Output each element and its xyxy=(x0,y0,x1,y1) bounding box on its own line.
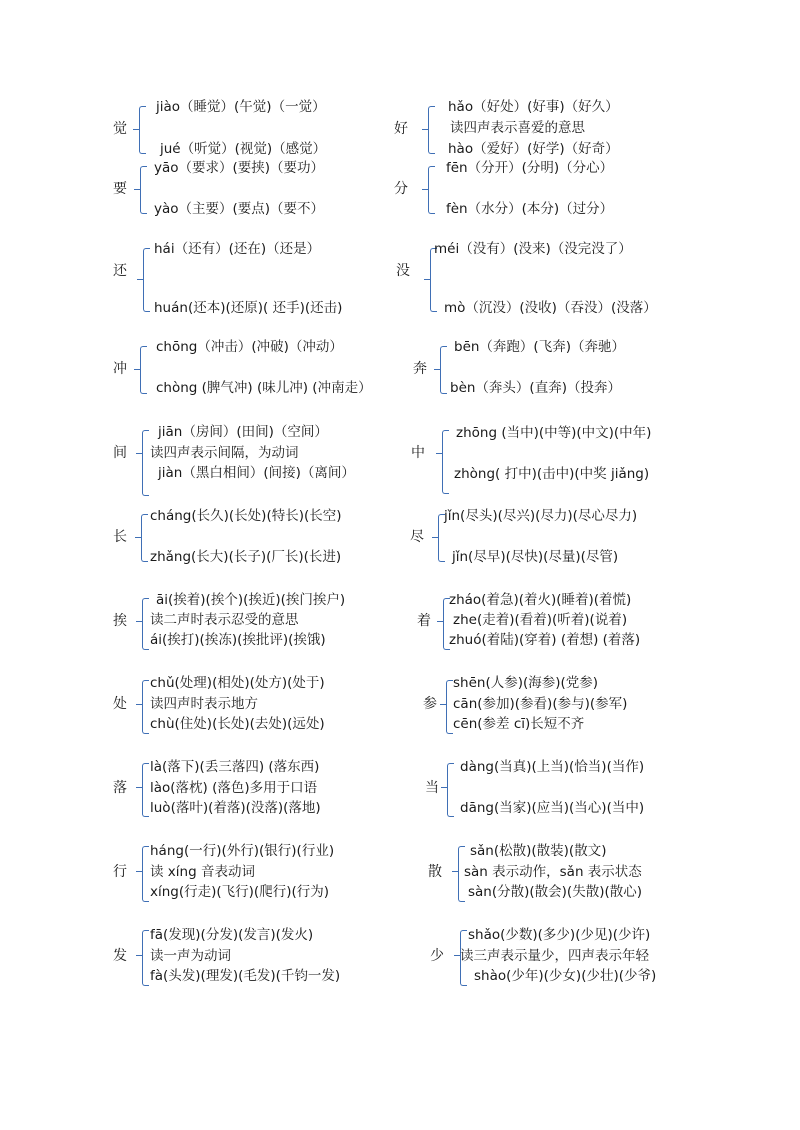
brace-icon xyxy=(142,763,149,817)
brace-icon xyxy=(430,248,437,312)
brace-tip-icon xyxy=(134,369,140,370)
reading-line: zhōng (当中)(中等)(中文)(中年) xyxy=(456,425,652,441)
brace-icon xyxy=(447,763,454,817)
reading-line: bèn（奔头）(直奔)（投奔） xyxy=(450,380,621,396)
brace-tip-icon xyxy=(440,704,446,705)
reading-line: 读三声表示量少，四声表示年轻 xyxy=(460,948,649,964)
brace-tip-icon xyxy=(424,279,430,280)
reading-line: shǎo(少数)(多少)(少见)(少许) xyxy=(468,927,651,943)
reading-line: luò(落叶)(着落)(没落)(落地) xyxy=(150,800,321,816)
entry-char: 没 xyxy=(396,263,410,279)
entry-char: 觉 xyxy=(113,121,127,137)
reading-line: xíng(行走)(飞行)(爬行)(行为) xyxy=(150,884,329,900)
brace-tip-icon xyxy=(136,453,142,454)
reading-line: zhuó(着陆)(穿着) (着想) (着落) xyxy=(449,632,641,648)
brace-icon xyxy=(142,598,149,650)
brace-icon xyxy=(142,680,149,734)
reading-line: hǎo（好处）(好事)（好久） xyxy=(448,99,619,115)
brace-tip-icon xyxy=(434,369,440,370)
entry-char: 散 xyxy=(428,864,442,880)
reading-line: jiào（睡觉）(午觉)（一觉） xyxy=(156,99,326,115)
reading-line: jǐn(尽早)(尽快)(尽量)(尽管) xyxy=(452,549,619,565)
reading-line: yāo（要求）(要挟)（要功） xyxy=(154,160,325,176)
entry-char: 长 xyxy=(113,529,127,545)
brace-icon xyxy=(143,248,150,312)
brace-icon xyxy=(140,166,147,214)
brace-icon xyxy=(440,346,447,394)
reading-line: chù(住处)(长处)(去处)(远处) xyxy=(150,716,325,732)
brace-tip-icon xyxy=(452,871,458,872)
brace-tip-icon xyxy=(137,279,143,280)
entry-char: 分 xyxy=(394,181,408,197)
entry-char: 要 xyxy=(113,181,127,197)
entry-char: 间 xyxy=(113,445,127,461)
reading-line: zhe(走着)(看着)(听着)(说着) xyxy=(453,612,628,628)
brace-tip-icon xyxy=(422,189,428,190)
reading-line: hái（还有）(还在)（还是） xyxy=(154,241,321,257)
brace-tip-icon xyxy=(136,621,142,622)
entry-char: 挨 xyxy=(113,613,127,629)
entry-char: 尽 xyxy=(410,529,424,545)
reading-line: zhòng( 打中)(击中)(中奖 jiǎng) xyxy=(454,466,650,482)
reading-line: fà(头发)(理发)(毛发)(千钧一发) xyxy=(150,968,341,984)
reading-line: sǎn(松散)(散装)(散文) xyxy=(470,843,607,859)
reading-line: 读四声表示间隔，为动词 xyxy=(150,445,299,461)
entry-char: 少 xyxy=(430,948,444,964)
reading-line: sàn(分散)(散会)(失散)(散心) xyxy=(468,884,642,900)
brace-icon xyxy=(142,930,149,986)
brace-icon xyxy=(428,106,435,154)
brace-tip-icon xyxy=(136,787,142,788)
reading-line: bēn（奔跑）(飞奔)（奔驰） xyxy=(454,339,625,355)
reading-line: chǔ(处理)(相处)(处方)(处于) xyxy=(150,675,325,691)
reading-line: āi(挨着)(挨个)(挨近)(挨门挨户) xyxy=(156,592,346,608)
entry-char: 着 xyxy=(417,613,431,629)
reading-line: shào(少年)(少女)(少壮)(少爷) xyxy=(474,968,657,984)
brace-tip-icon xyxy=(134,189,140,190)
reading-line: ái(挨打)(挨冻)(挨批评)(挨饿) xyxy=(150,632,326,648)
reading-line: dāng(当家)(应当)(当心)(当中) xyxy=(460,800,645,816)
reading-line: fèn（水分）(本分)（过分） xyxy=(446,201,614,217)
brace-icon xyxy=(141,514,148,562)
reading-line: 读四声时表示地方 xyxy=(150,696,258,712)
brace-icon xyxy=(142,846,149,902)
reading-line: jiān（房间）(田间)（空间） xyxy=(158,424,328,440)
entry-char: 冲 xyxy=(113,361,127,377)
brace-tip-icon xyxy=(437,621,443,622)
reading-line: 读二声时表示忍受的意思 xyxy=(150,612,299,628)
reading-line: shēn(人参)(海参)(党参) xyxy=(453,675,599,691)
brace-icon xyxy=(139,106,146,154)
reading-line: háng(一行)(外行)(银行)(行业) xyxy=(150,843,335,859)
reading-line: dàng(当真)(上当)(恰当)(当作) xyxy=(460,759,645,775)
entry-char: 行 xyxy=(113,864,127,880)
reading-line: cān(参加)(参看)(参与)(参军) xyxy=(453,696,628,712)
reading-line: zháo(着急)(着火)(睡着)(着慌) xyxy=(449,592,632,608)
reading-line: hào（爱好）(好学)（好奇） xyxy=(448,141,619,157)
brace-icon xyxy=(142,430,149,496)
brace-icon xyxy=(442,430,449,494)
reading-line: chōng（冲击）(冲破)（冲动） xyxy=(156,339,343,355)
entry-char: 中 xyxy=(411,445,425,461)
reading-line: 读 xíng 音表动词 xyxy=(150,864,255,880)
reading-line: méi（没有）(没来)（没完没了） xyxy=(434,241,632,257)
reading-line: zhǎng(长大)(长子)(厂长)(长进) xyxy=(150,549,342,565)
entry-char: 参 xyxy=(423,696,437,712)
reading-line: 读一声为动词 xyxy=(150,948,231,964)
brace-tip-icon xyxy=(441,787,447,788)
reading-line: sàn 表示动作，sǎn 表示状态 xyxy=(464,864,642,880)
brace-tip-icon xyxy=(136,704,142,705)
reading-line: 读四声表示喜爱的意思 xyxy=(450,120,585,136)
brace-icon xyxy=(428,166,435,214)
reading-line: chòng (脾气冲) (味儿冲) (冲南走） xyxy=(156,380,372,396)
reading-line: fā(发现)(分发)(发言)(发火) xyxy=(150,927,314,943)
brace-icon xyxy=(140,346,147,394)
brace-icon xyxy=(446,680,453,734)
brace-tip-icon xyxy=(136,955,142,956)
reading-line: huán(还本)(还原)( 还手)(还击) xyxy=(154,300,343,316)
reading-line: jǐn(尽头)(尽兴)(尽力)(尽心尽力) xyxy=(444,508,638,524)
entry-char: 好 xyxy=(394,121,408,137)
reading-line: mò（沉没）(没收)（吞没）(没落） xyxy=(444,300,657,316)
reading-line: là(落下)(丢三落四) (落东西) xyxy=(150,759,320,775)
reading-line: yào（主要）(要点)（要不） xyxy=(154,201,325,217)
reading-line: fēn（分开）(分明)（分心） xyxy=(446,160,614,176)
brace-tip-icon xyxy=(133,129,139,130)
brace-tip-icon xyxy=(436,453,442,454)
entry-char: 还 xyxy=(113,263,127,279)
brace-tip-icon xyxy=(136,871,142,872)
entry-char: 发 xyxy=(113,948,127,964)
entry-char: 处 xyxy=(113,696,127,712)
reading-line: jiàn（黑白相间）(间接)（离间） xyxy=(158,465,355,481)
brace-tip-icon xyxy=(432,537,438,538)
entry-char: 奔 xyxy=(413,361,427,377)
reading-line: jué（听觉）(视觉)（感觉） xyxy=(160,141,327,157)
brace-tip-icon xyxy=(422,129,428,130)
reading-line: cēn(参差 cī)长短不齐 xyxy=(453,716,585,732)
entry-char: 落 xyxy=(113,780,127,796)
entry-char: 当 xyxy=(425,780,439,796)
reading-line: cháng(长久)(长处)(特长)(长空) xyxy=(150,508,342,524)
brace-tip-icon xyxy=(135,537,141,538)
reading-line: lào(落枕) (落色)多用于口语 xyxy=(150,780,318,796)
